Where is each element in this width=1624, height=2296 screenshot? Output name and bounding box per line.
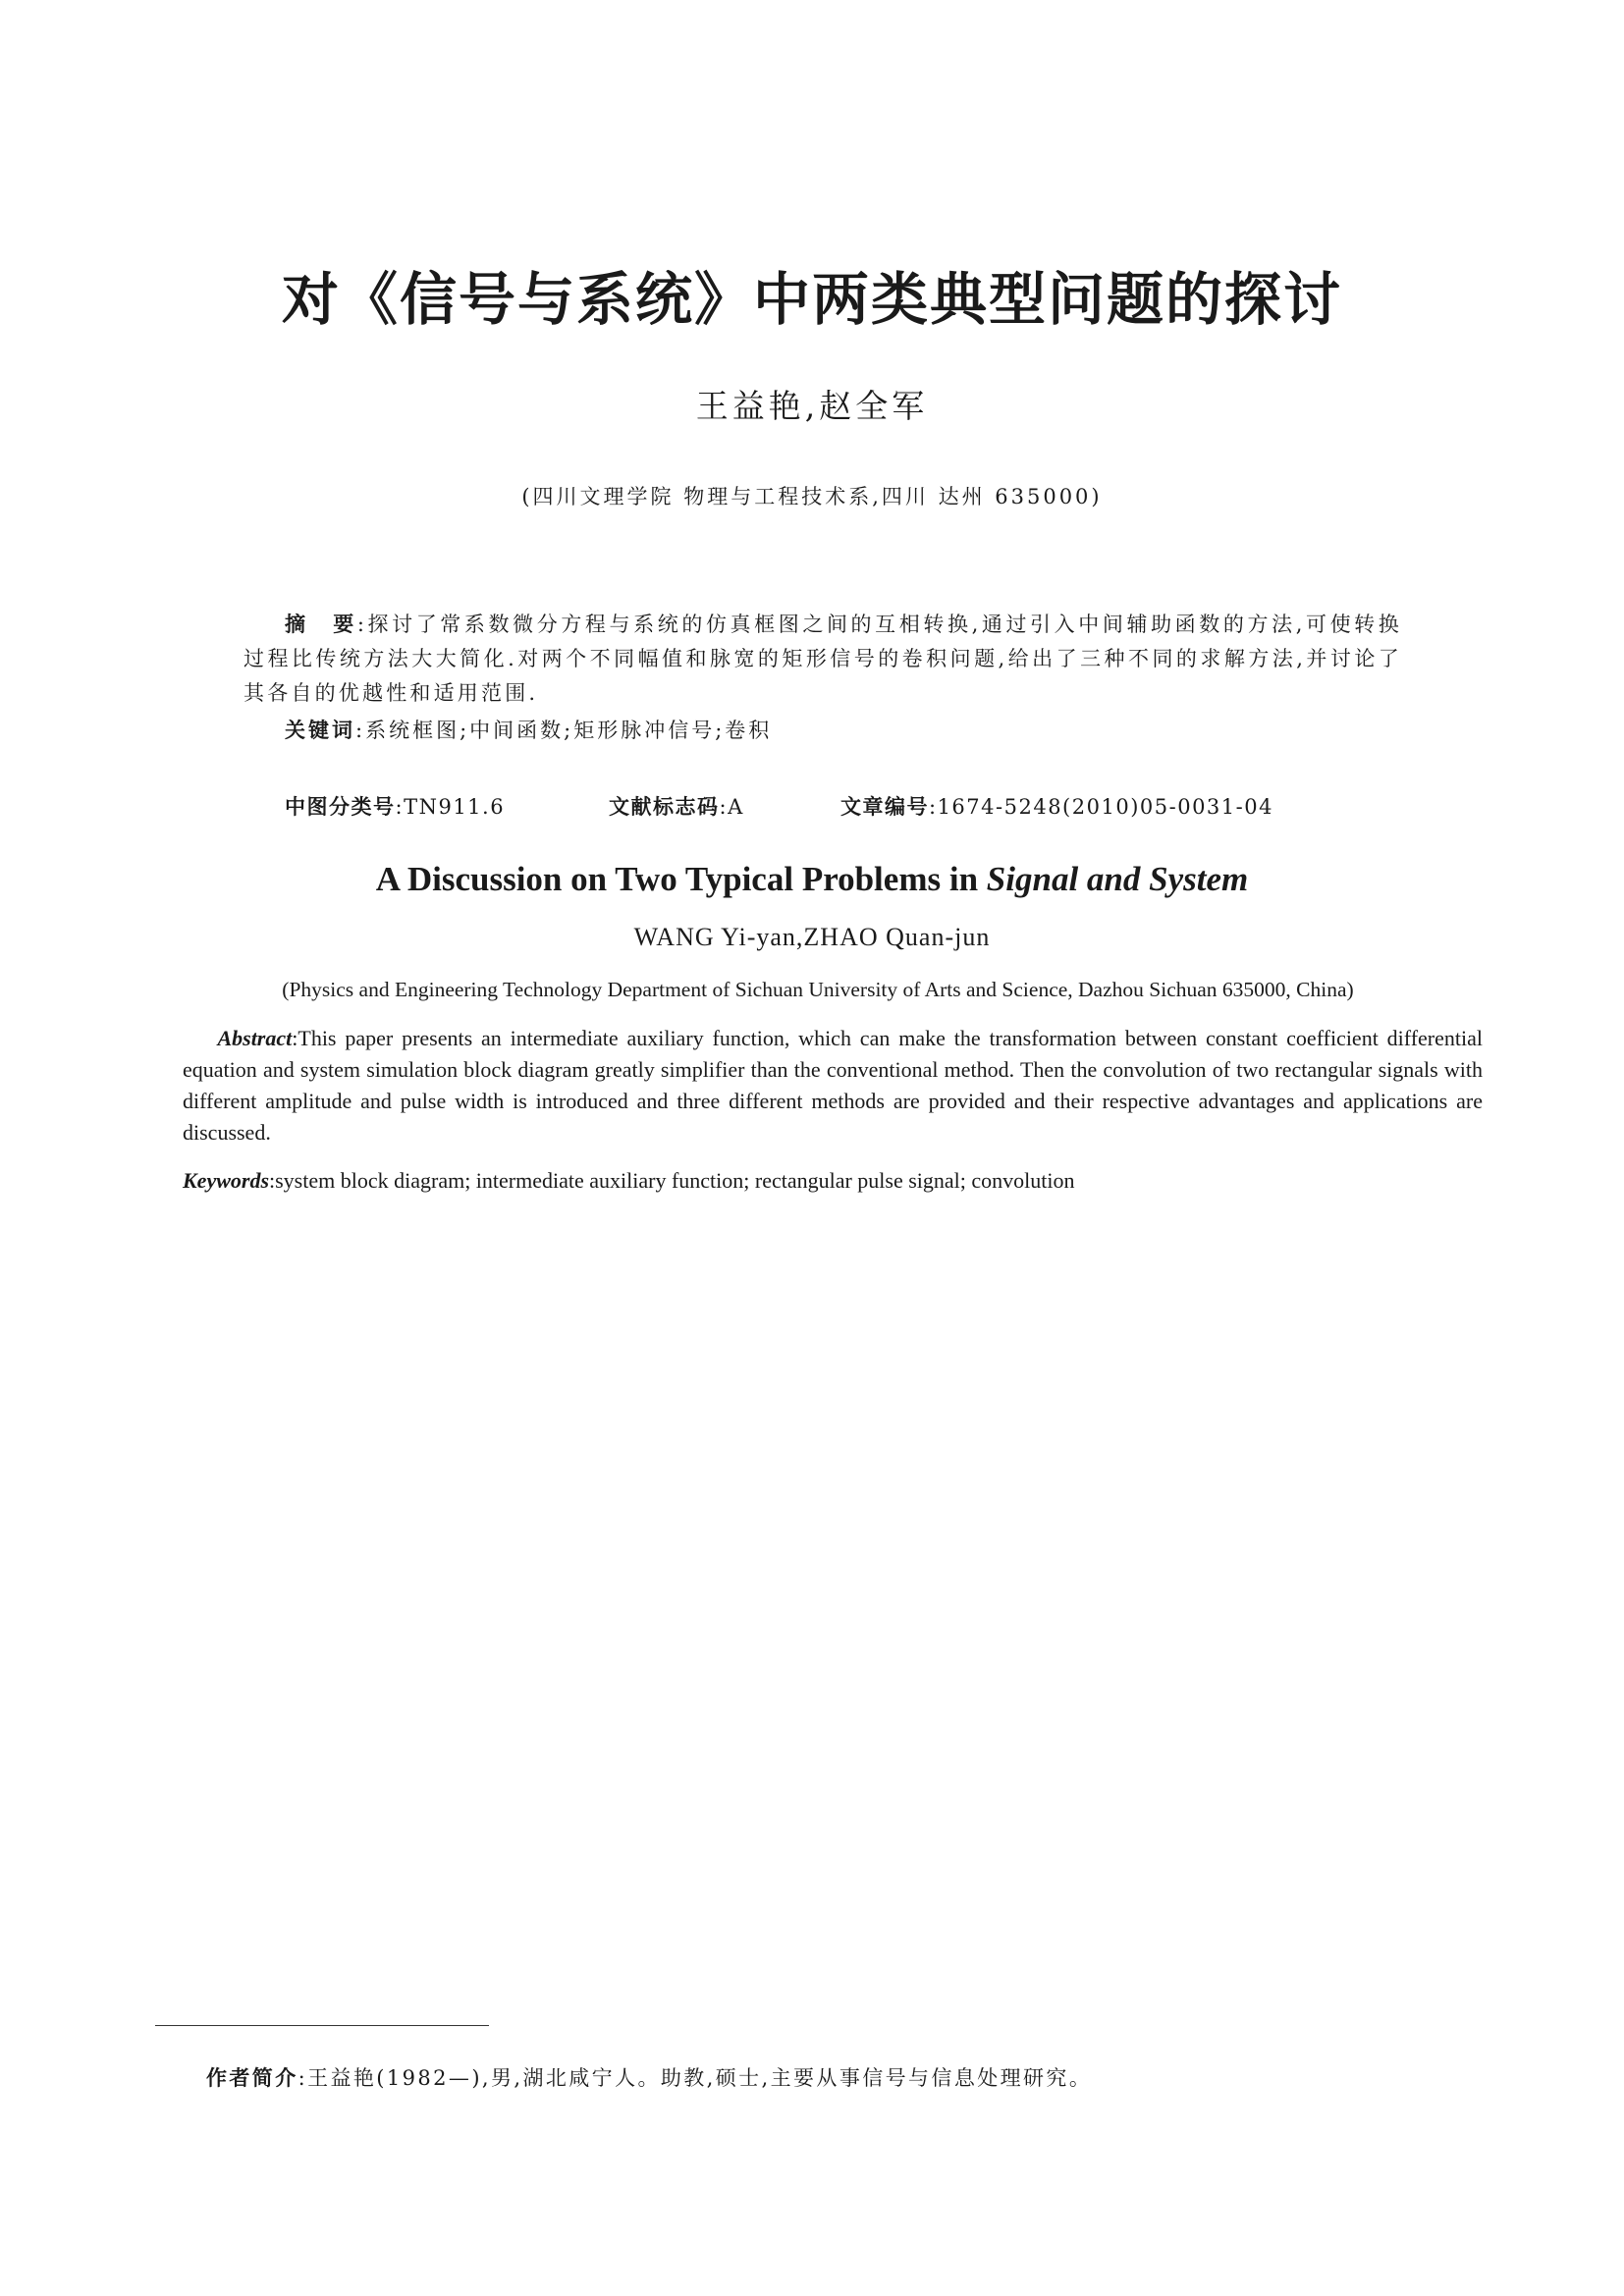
keywords-separator-chinese: : (355, 719, 366, 742)
abstract-separator-english: : (292, 1026, 298, 1050)
abstract-text-english: This paper presents an intermediate auxiliary function, which can make the transformation between constant coefficient differential equation and system simulation block diagram greatly simplifier than the conventional method. Then the convolution of two rectangular signals with different amplitude and pulse width is introduced and three different methods are provided and their respective advantages and applications are discussed. (183, 1026, 1483, 1145)
document-code (609, 791, 744, 821)
keywords-english (183, 1168, 1483, 1194)
footnote-separator: : (298, 2066, 308, 2090)
abstract-english (183, 1023, 1483, 1148)
authors-chinese: 王益艳,赵全军 (695, 387, 929, 425)
article-number-label: 文章编号 (840, 795, 929, 819)
footnote-divider (155, 2025, 489, 2026)
abstract-label-chinese: 摘 要 (285, 613, 357, 636)
abstract-label-english: Abstract (217, 1026, 293, 1050)
affiliation-chinese: (四川文理学院 物理与工程技术系,四川 达州 635000) (521, 485, 1103, 508)
paper-title-english-italic: Signal and System (986, 860, 1249, 898)
clc-label: 中图分类号 (285, 795, 396, 819)
footnote-label: 作者简介 (206, 2066, 298, 2090)
abstract-text-chinese: 探讨了常系数微分方程与系统的仿真框图之间的互相转换,通过引入中间辅助函数的方法,可使转换过程比传统方法大大简化.对两个不同幅值和脉宽的矩形信号的卷积问题,给出了三种不同的求解方法,并讨论了其各自的优越性和适用范围. (244, 613, 1402, 705)
keywords-text-chinese: 系统框图;中间函数;矩形脉冲信号;卷积 (365, 719, 773, 742)
paper-title-chinese: 对《信号与系统》中两类典型问题的探讨 (281, 266, 1342, 333)
keywords-text-english: system block diagram; intermediate auxiliary function; rectangular pulse signal; convolution (275, 1168, 1075, 1193)
document-code-value: :A (719, 795, 744, 819)
clc-value: :TN911.6 (395, 795, 506, 819)
author-footnote (206, 2062, 1483, 2092)
keywords-separator-english: : (269, 1168, 276, 1193)
keywords-label-chinese: 关键词 (285, 719, 355, 742)
clc-number (285, 791, 505, 821)
keywords-label-english: Keywords (183, 1168, 269, 1193)
authors-english: WANG Yi-yan,ZHAO Quan-jun (633, 923, 991, 951)
abstract-chinese (244, 608, 1402, 711)
affiliation-english: (Physics and Engineering Technology Department of Sichuan University of Arts and Science, Dazhou Sichuan 635000, China) (282, 978, 1354, 1001)
footnote-text: 王益艳(1982—),男,湖北咸宁人。助教,硕士,主要从事信号与信息处理研究。 (307, 2066, 1093, 2090)
article-number (840, 791, 1273, 821)
article-number-value: :1674-5248(2010)05-0031-04 (929, 795, 1273, 819)
abstract-separator-chinese: : (356, 613, 368, 636)
paper-title-english (0, 860, 1624, 899)
paper-title-english-main: A Discussion on Two Typical Problems in (375, 860, 987, 898)
document-code-label: 文献标志码 (609, 795, 720, 819)
keywords-chinese (285, 715, 1404, 744)
